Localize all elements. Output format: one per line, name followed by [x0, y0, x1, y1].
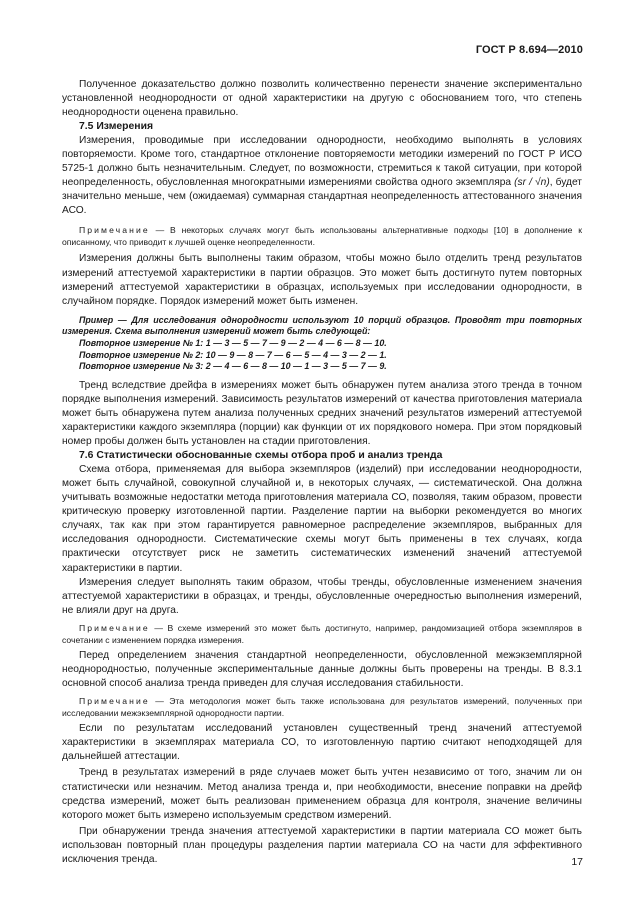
note-text: — В схеме измерений это может быть достигнуто, например, рандомизацией отбора экземпляров в сочетании с изменением порядка измерения. [62, 622, 582, 645]
paragraph-7-6-trend-check: Перед определением значения стандартной неопределенности, обусловленной межэкземплярной неоднородностью, полученные экспериментальные данные должны быть проверены на тренды. В 8.3.1 основной способ анализа тренда приведен для случая исследования стабильности. [62, 649, 582, 690]
example-block [62, 315, 582, 373]
example-sequence-1: Повторное измерение № 1: 1 — 3 — 5 — 7 — 9 — 2 — 4 — 6 — 8 — 10. [79, 338, 387, 348]
heading-7-5: 7.5 Измерения [79, 121, 154, 133]
note-label: Примечание [79, 225, 150, 236]
standard-identifier: ГОСТ Р 8.694—2010 [475, 44, 583, 56]
example-intro: Пример — Для исследования однородности используют 10 порций образцов. Проводят три повторных измерения. Схема выполнения измерений может быть следующей: [62, 314, 582, 337]
paragraph-7-6-partition-plan: При обнаружении тренда значения аттестуемой характеристики в партии материала СО может быть использован повторный план процедуры разделения партии материала СО на части для эффективного исключения тренда. [62, 825, 582, 865]
paragraph-7-5-trend-separation: Измерения должны быть выполнены таким образом, чтобы можно было отделить тренд результатов измерений аттестуемой характеристики в партии образцов. Это может быть достигнуто путем повторных измерений аттестуемой характеристики в образцах, используемых при исследовании однородности, в случайном порядке. Порядок измерений может быть изменен. [62, 253, 582, 307]
paragraph-7-4-conclusion: Полученное доказательство должно позволить количественно перенести значение экспериментально установленной неоднородности от одной характеристики на другую с обоснованием того, что степень неоднородности оценена правильно. [62, 79, 582, 119]
note-label: Примечание [79, 622, 150, 633]
note-label: Примечание [79, 696, 150, 707]
note-randomization [62, 622, 582, 646]
example-sequence-2: Повторное измерение № 2: 10 — 9 — 8 — 7 — 6 — 5 — 4 — 3 — 2 — 1. [79, 349, 387, 360]
heading-7-6: 7.6 Статистически обоснованные схемы отбора проб и анализ тренда [79, 450, 443, 462]
paragraph-7-6-sampling: Схема отбора, применяемая для выбора экземпляров (изделий) при исследовании неоднородности, может быть случайной, совокупной случайной и, в некоторых случаях, — систематической. Она должна учитывать возможные недостатки метода приготовления материала СО, позволяя, таким образом, провести критическую проверку изготовленной партии. Разделение партии на выборки рекомендуется во многих случаях, так как при этом гарантируется равномерное распределение экземпляров, выбранных для исследования однородности. Систематические схемы могут быть применены в тех случаях, когда практически отсутствует риск не заметить систематических изменений значений аттестуемой характеристики в партии. [62, 463, 582, 574]
paragraph-7-6-independence: Измерения следует выполнять таким образом, чтобы тренды, обусловленные изменением значения аттестуемой характеристики в образцах, и тренды, обусловленные очередностью выполнения измерений, не влияли друг на друга. [62, 576, 582, 616]
paragraph-text: , будет значительно меньше, чем (ожидаемая) суммарная стандартная неопределенность аттестованного значения АСО. [62, 177, 582, 217]
paragraph-7-6-significant-trend: Если по результатам исследований установлен существенный тренд значений аттестуемой характеристики в экземплярах материала СО, то изготовленную партию считают неподходящей для дальнейшей аттестации. [62, 723, 582, 763]
paragraph-7-5-drift: Тренд вследствие дрейфа в измерениях может быть обнаружен путем анализа этого тренда в точном порядке выполнения измерений. Зависимость результатов измерений от качества приготовления материала может быть обнаружена путем анализа полученных средних значений результатов измерений аттестуемой характеристики каждого экземпляра (порции) как функции от их порядкового номера. При этом порядковый номер пробы должен быть установлен на стадии приготовления. [62, 379, 582, 448]
note-methodology [62, 695, 582, 719]
paragraph-7-5-repeatability [62, 134, 582, 219]
uncertainty-formula: (sr / √n) [514, 177, 550, 189]
page-body [62, 78, 582, 867]
paragraph-7-6-trend-correction: Тренд в результатах измерений в ряде случаев может быть учтен независимо от того, значим ли он статистически или незначим. Метод анализа тренда и, при необходимости, внесение поправки на дрейф средства измерений, может быть реализован применением образца для контроля, значение величины которого может быть измерено используемым средством измерений. [62, 767, 582, 821]
example-sequence-3: Повторное измерение № 3: 2 — 4 — 6 — 8 — 10 — 1 — 3 — 5 — 7 — 9. [79, 361, 387, 372]
paragraph-text: Измерения, проводимые при исследовании однородности, необходимо выполнять в условиях повторяемости. Кроме того, стандартное отклонение повторяемости методики измерений по ГОСТ Р ИСО 5725-1 должно быть незначительным. Следует, по возможности, стремиться к такой ситуации, при которой неопределенность, обусловленная многократными измерениями свойства одного экземпляра [62, 134, 582, 189]
page-number: 17 [571, 856, 583, 868]
note-alternative-approaches [62, 224, 582, 248]
note-text: — В некоторых случаях могут быть использованы альтернативные подходы [10] в дополнение к описанному, что приводит к лучшей оценке неопределенности. [62, 225, 582, 248]
note-text: — Эта методология может быть также использована для результатов измерений, полученных при исследовании межэкземплярной однородности партии. [62, 696, 582, 719]
